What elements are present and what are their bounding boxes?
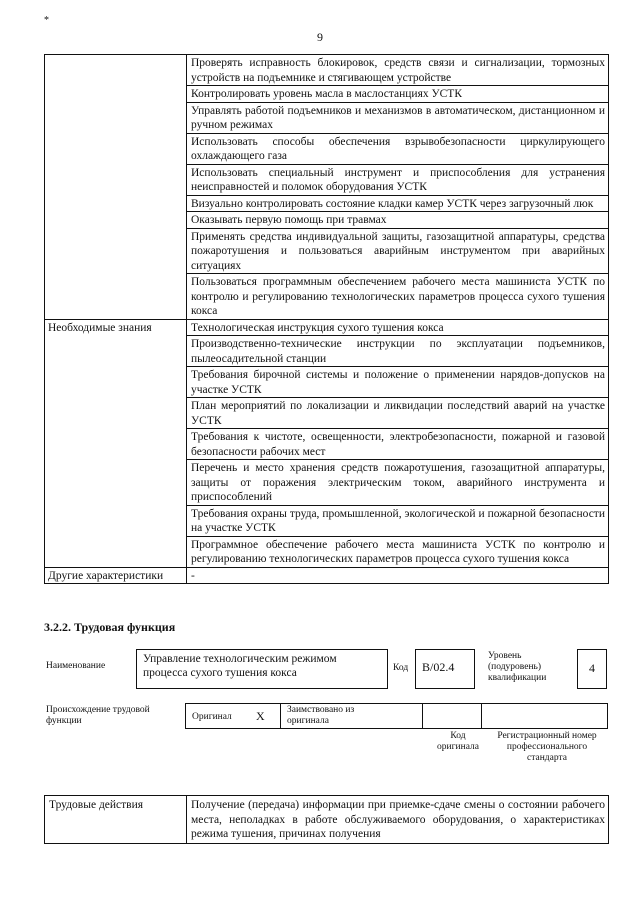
knowledge-text: Требования бирочной системы и положение о применении нарядов-допусков на участке УСТК [187, 367, 609, 398]
function-name-value: Управление технологическим режимом процесса сухого тушения кокса [143, 653, 337, 679]
code-original-box [422, 703, 482, 729]
knowledge-row [45, 319, 609, 336]
skill-text: Оказывать первую помощь при травмах [187, 212, 609, 229]
skill-text: Проверять исправность блокировок, средств связи и сигнализации, тормозных устройств на подъемнике и стягивающем устройстве [187, 55, 609, 86]
knowledge-text: План мероприятий по локализации и ликвидации последствий аварий на участке УСТК [187, 398, 609, 429]
skill-text: Использовать специальный инструмент и приспособления для устранения неисправностей и поломок оборудования УСТК [187, 164, 609, 195]
skill-text: Визуально контролировать состояние кладки камер УСТК через загрузочный люк [187, 195, 609, 212]
knowledge-text: Технологическая инструкция сухого тушения кокса [187, 319, 609, 336]
page-number: 9 [317, 30, 323, 44]
function-code-value: B/02.4 [422, 660, 455, 674]
skill-text: Управлять работой подъемников и механизмов в автоматическом, дистанционном и ручном режимах [187, 102, 609, 133]
name-label: Наименование [46, 661, 106, 671]
competencies-table [44, 54, 609, 584]
level-value: 4 [589, 661, 595, 675]
reg-number-box [481, 703, 608, 729]
level-label: Уровень (подуровень) квалификации [488, 651, 547, 683]
knowledge-text: Программное обеспечение рабочего места машиниста УСТК по контролю и регулированию технологических параметров процесса сухого тушения кокса [187, 536, 609, 567]
knowledge-body [45, 319, 609, 567]
origin-label: Происхождение трудовой функции [46, 705, 150, 726]
level-box [577, 649, 607, 689]
borrowed-label: Заимствовано из оригинала [287, 705, 355, 726]
skills-body [45, 55, 609, 320]
knowledge-label: Необходимые знания [45, 319, 187, 567]
other-characteristics-value: - [187, 567, 609, 584]
original-box [185, 703, 281, 729]
labor-actions-table [44, 795, 609, 844]
section-title: 3.2.2. Трудовая функция [44, 620, 176, 634]
labor-actions-label: Трудовые действия [45, 796, 187, 844]
skill-text: Применять средства индивидуальной защиты, газозащитной аппаратуры, средства пожаротушения и пользоваться аварийным инструментом при аварийных ситуациях [187, 228, 609, 274]
function-code-box [415, 649, 475, 689]
skill-row [45, 55, 609, 86]
code-original-caption: Код оригинала [437, 731, 479, 752]
knowledge-text: Требования охраны труда, промышленной, экологической и пожарной безопасности на участке УСТК [187, 505, 609, 536]
corner-mark: * [44, 15, 49, 26]
knowledge-text: Требования к чистоте, освещенности, электробезопасности, пожарной и газовой безопасности рабочих мест [187, 429, 609, 460]
code-label: Код [393, 663, 409, 673]
skill-text: Контролировать уровень масла в маслостанциях УСТК [187, 86, 609, 103]
other-characteristics-row [45, 567, 609, 584]
knowledge-text: Перечень и место хранения средств пожаротушения, газозащитной аппаратуры, защиты от поражения электрическим током, аварийного инструмента и приспособлений [187, 460, 609, 506]
function-name-box [136, 649, 388, 689]
labor-actions-text: Получение (передача) информации при приемке-сдаче смены о состоянии рабочего места, неполадках в работе обслуживаемого оборудования, о характеристиках режима тушения, причинах получения [187, 796, 609, 844]
skill-text: Пользоваться программным обеспечением рабочего места машиниста УСТК по контролю и регулированию технологических параметров процесса сухого тушения кокса [187, 274, 609, 320]
skill-row-label-cell [45, 55, 187, 320]
original-label: Оригинал [192, 712, 232, 722]
skill-text: Использовать способы обеспечения взрывобезопасности циркулирующего охлаждающего газа [187, 133, 609, 164]
other-characteristics-label: Другие характеристики [45, 567, 187, 584]
knowledge-text: Производственно-технические инструкции по эксплуатации подъемников, пылеосадительной станции [187, 336, 609, 367]
borrowed-box [280, 703, 423, 729]
original-mark: X [256, 709, 265, 723]
labor-actions-row [45, 796, 609, 844]
reg-number-caption: Регистрационный номер профессионального стандарта [497, 731, 597, 763]
